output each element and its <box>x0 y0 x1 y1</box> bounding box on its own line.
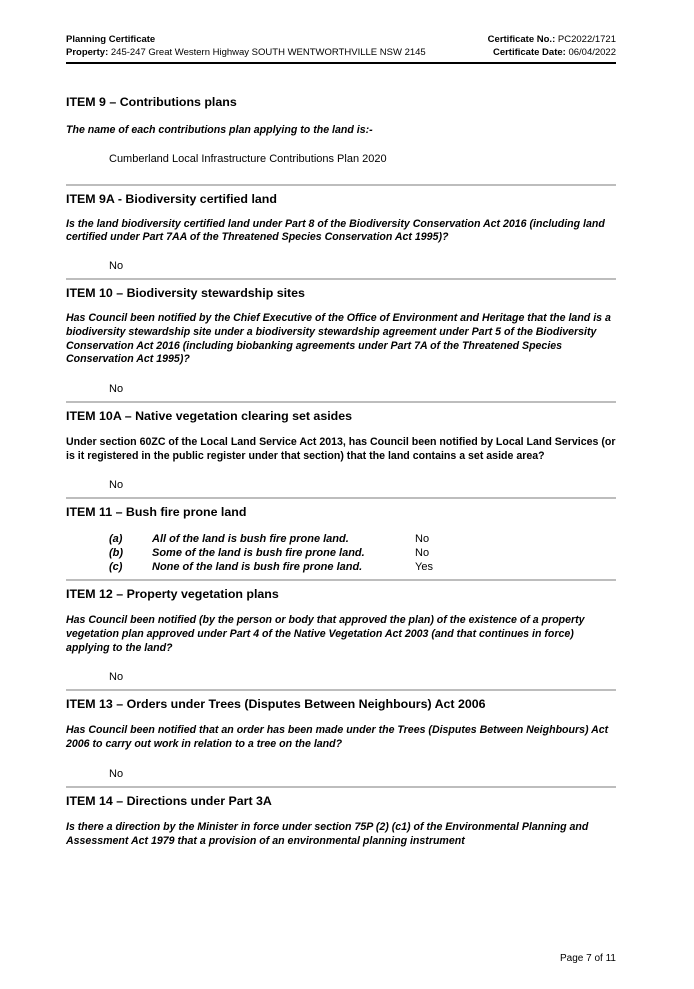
bushfire-row-c: (c) None of the land is bush fire prone land. Yes <box>109 561 433 574</box>
item-9a <box>66 191 616 273</box>
certificate-number: Certificate No.: PC2022/1721 <box>487 34 616 45</box>
item-question: The name of each contributions plan applying to the land is:- <box>66 124 373 136</box>
page-header <box>66 33 616 59</box>
item-9 <box>66 94 616 166</box>
item-12 <box>66 586 616 684</box>
item-question: Is there a direction by the Minister in force under section 75P (2) (c1) of the Environmental Planning and Assessment Act 1979 that a provision of an environmental planning instrument <box>66 820 589 847</box>
item-question: Is the land biodiversity certified land under Part 8 of the Biodiversity Conservation Act 2016 (including land certified under Part 7AA of the Threatened Species Conservation Act 1995)? <box>66 217 605 244</box>
item-10 <box>66 285 616 396</box>
item-title: ITEM 9A - Biodiversity certified land <box>66 191 277 206</box>
item-question: Under section 60ZC of the Local Land Service Act 2013, has Council been notified by Local Land Services (or is it registered in the public register under that section) that the land contains a set aside area? <box>66 435 616 462</box>
item-title: ITEM 11 – Bush fire prone land <box>66 505 247 520</box>
item-title: ITEM 9 – Contributions plans <box>66 95 237 109</box>
item-answer: No <box>109 382 124 395</box>
item-13 <box>66 696 616 780</box>
item-title: ITEM 10 – Biodiversity stewardship sites <box>66 286 305 301</box>
item-answer: No <box>109 767 124 780</box>
item-title: ITEM 10A – Native vegetation clearing set asides <box>66 408 353 423</box>
item-answer: No <box>109 479 124 492</box>
item-10a <box>66 408 616 492</box>
item-answer: No <box>109 260 124 273</box>
item-title: ITEM 14 – Directions under Part 3A <box>66 793 272 808</box>
bushfire-row-b: (b) Some of the land is bush fire prone land. No <box>109 547 430 560</box>
header-rule <box>66 62 616 64</box>
item-answer: No <box>109 671 124 684</box>
item-14 <box>66 793 616 848</box>
item-11 <box>66 504 616 574</box>
item-answer: Cumberland Local Infrastructure Contributions Plan 2020 <box>109 152 387 165</box>
property-address: Property: 245-247 Great Western Highway SOUTH WENTWORTHVILLE NSW 2145 <box>66 47 426 58</box>
item-question: Has Council been notified by the Chief Executive of the Office of Environment and Heritage that the land is a biodiversity stewardship site under a biodiversity stewardship agreement under Part 5 of the Biodiversity Conservation Act 2016 (including biobanking agreements under Part 7A of the Threatened Species Conservation Act 1995)? <box>66 312 611 366</box>
header-title: Planning Certificate <box>66 34 156 45</box>
item-title: ITEM 12 – Property vegetation plans <box>66 587 279 602</box>
item-question: Has Council been notified (by the person or body that approved the plan) of the existence of a property vegetation plan approved under Part 4 of the Native Vegetation Act 2003 (and that continues in force) applying to the land? <box>66 614 585 654</box>
page-number: Page 7 of 11 <box>560 953 616 964</box>
certificate-date: Certificate Date: 06/04/2022 <box>492 47 616 58</box>
item-question: Has Council been notified that an order has been made under the Trees (Disputes Between Neighbours) Act 2006 to carry out work in relation to a tree on the land? <box>66 724 609 751</box>
bushfire-row-a: (a) All of the land is bush fire prone land. No <box>109 533 430 546</box>
certificate-body <box>66 94 616 848</box>
item-title: ITEM 13 – Orders under Trees (Disputes Between Neighbours) Act 2006 <box>66 697 486 712</box>
